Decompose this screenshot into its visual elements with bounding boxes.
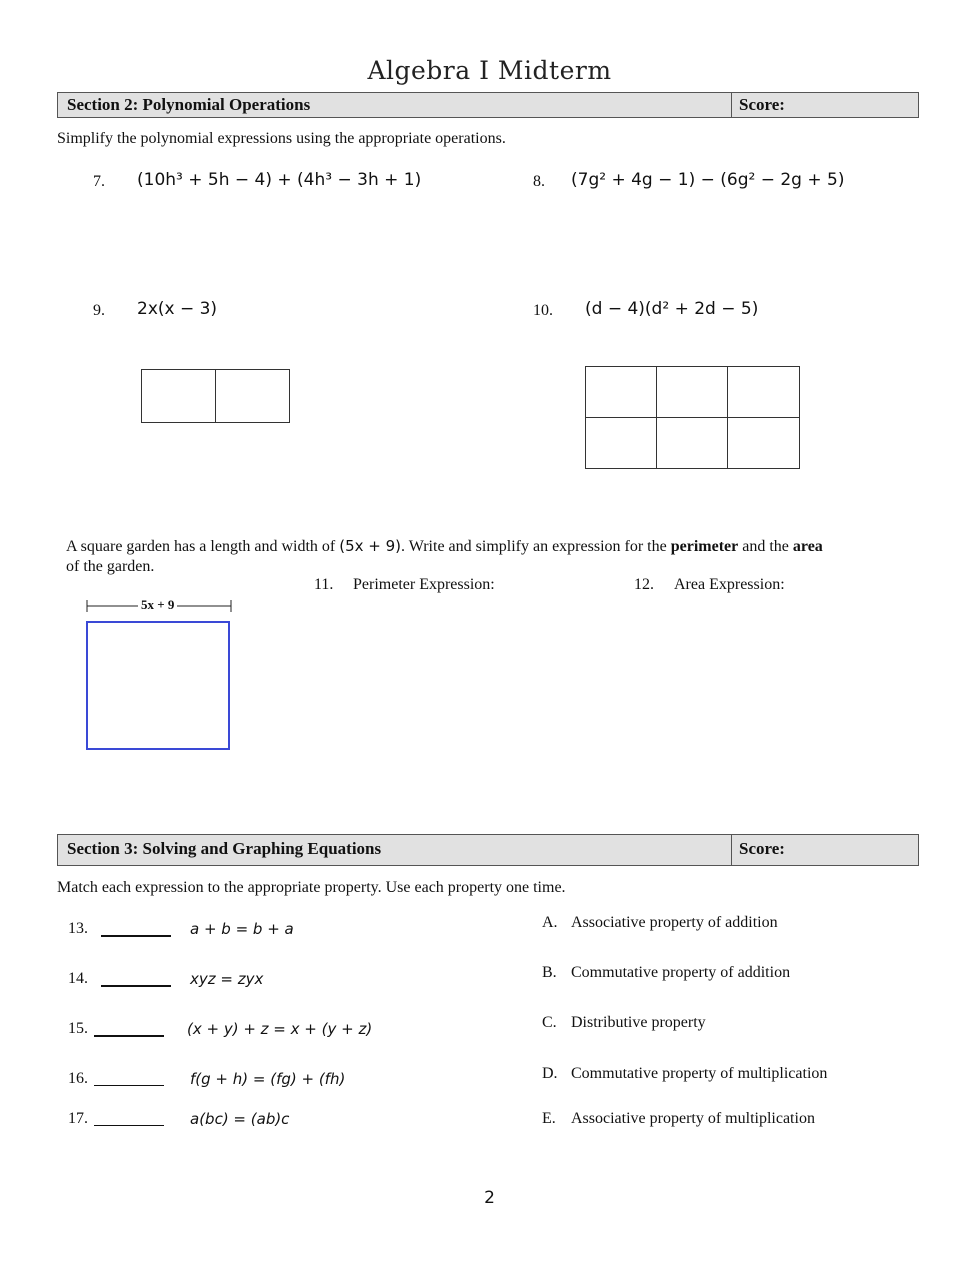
garden-text-line2: of the garden. [66, 558, 155, 575]
match-answer-blank-17[interactable] [94, 1111, 164, 1126]
garden-dimension-expression: (5x + 9) [339, 537, 402, 555]
problem-9-expression: 2x(x − 3) [137, 299, 218, 319]
match-item-17-expression: a(bc) = (ab)c [190, 1110, 290, 1128]
garden-text-mid: . Write and simplify an expression for the [401, 538, 671, 555]
problem-10-expression: (d − 4)(d² + 2d − 5) [585, 299, 759, 319]
match-item-15-number: 15. [68, 1020, 88, 1037]
match-item-16-expression: f(g + h) = (fg) + (fh) [190, 1070, 346, 1088]
property-b-letter: B. [542, 964, 557, 981]
property-c-text: Distributive property [571, 1014, 706, 1031]
section2-score-label: Score: [739, 95, 785, 114]
section2-header [57, 92, 919, 118]
section2-instructions: Simplify the polynomial expressions using the appropriate operations. [57, 130, 506, 147]
area-model-cell[interactable] [586, 367, 657, 418]
match-answer-blank-13[interactable] [101, 921, 171, 937]
garden-text-and: and the [738, 538, 793, 555]
match-item-15-expression: (x + y) + z = x + (y + z) [187, 1020, 373, 1038]
property-d-text: Commutative property of multiplication [571, 1065, 828, 1082]
garden-square [86, 621, 230, 750]
match-item-14-number: 14. [68, 970, 88, 987]
garden-problem-text [66, 536, 926, 577]
garden-text-prefix: A square garden has a length and width of [66, 538, 340, 555]
problem-8-expression: (7g² + 4g − 1) − (6g² − 2g + 5) [571, 170, 845, 190]
match-item-13-expression: a + b = b + a [190, 920, 294, 938]
match-item-14-expression: xyz = zyx [190, 970, 264, 988]
problem-12-number: 12. [634, 576, 654, 593]
match-item-13-number: 13. [68, 920, 88, 937]
page-title: Algebra I Midterm [367, 56, 612, 85]
problem-9-number: 9. [93, 302, 105, 319]
section3-title: Section 3: Solving and Graphing Equations [58, 835, 732, 865]
garden-dimension-label: 5x + 9 [138, 597, 177, 613]
match-answer-blank-14[interactable] [101, 971, 171, 987]
section3-instructions: Match each expression to the appropriate property. Use each property one time. [57, 879, 566, 896]
area-model-cell[interactable] [142, 370, 216, 423]
problem-10-number: 10. [533, 302, 553, 319]
problem-11-number: 11. [314, 576, 334, 593]
match-item-17-number: 17. [68, 1110, 88, 1127]
area-model-cell[interactable] [216, 370, 290, 423]
property-e-text: Associative property of multiplication [571, 1110, 815, 1127]
page-number: 2 [484, 1188, 495, 1208]
section2-title: Section 2: Polynomial Operations [58, 93, 732, 117]
match-item-16-number: 16. [68, 1070, 88, 1087]
problem-12-label: Area Expression: [674, 576, 785, 593]
property-d-letter: D. [542, 1065, 558, 1082]
problem-7-expression: (10h³ + 5h − 4) + (4h³ − 3h + 1) [137, 170, 422, 190]
area-model-cell[interactable] [657, 418, 728, 469]
problem-7-number: 7. [93, 173, 105, 190]
area-model-cell[interactable] [586, 418, 657, 469]
property-b-text: Commutative property of addition [571, 964, 791, 981]
problem-10-area-model [585, 366, 800, 469]
problem-8-number: 8. [533, 173, 545, 190]
property-c-letter: C. [542, 1014, 557, 1031]
area-model-cell[interactable] [657, 367, 728, 418]
garden-bold-area: area [792, 538, 823, 555]
problem-11-label: Perimeter Expression: [353, 576, 495, 593]
section3-header [57, 834, 919, 866]
property-a-letter: A. [542, 914, 558, 931]
property-e-letter: E. [542, 1110, 556, 1127]
section3-score-label: Score: [739, 839, 785, 858]
property-a-text: Associative property of addition [571, 914, 778, 931]
match-answer-blank-15[interactable] [94, 1021, 164, 1037]
garden-bold-perimeter: perimeter [670, 538, 739, 555]
problem-9-area-model [141, 369, 290, 423]
match-answer-blank-16[interactable] [94, 1071, 164, 1086]
area-model-cell[interactable] [728, 367, 800, 418]
area-model-cell[interactable] [728, 418, 800, 469]
